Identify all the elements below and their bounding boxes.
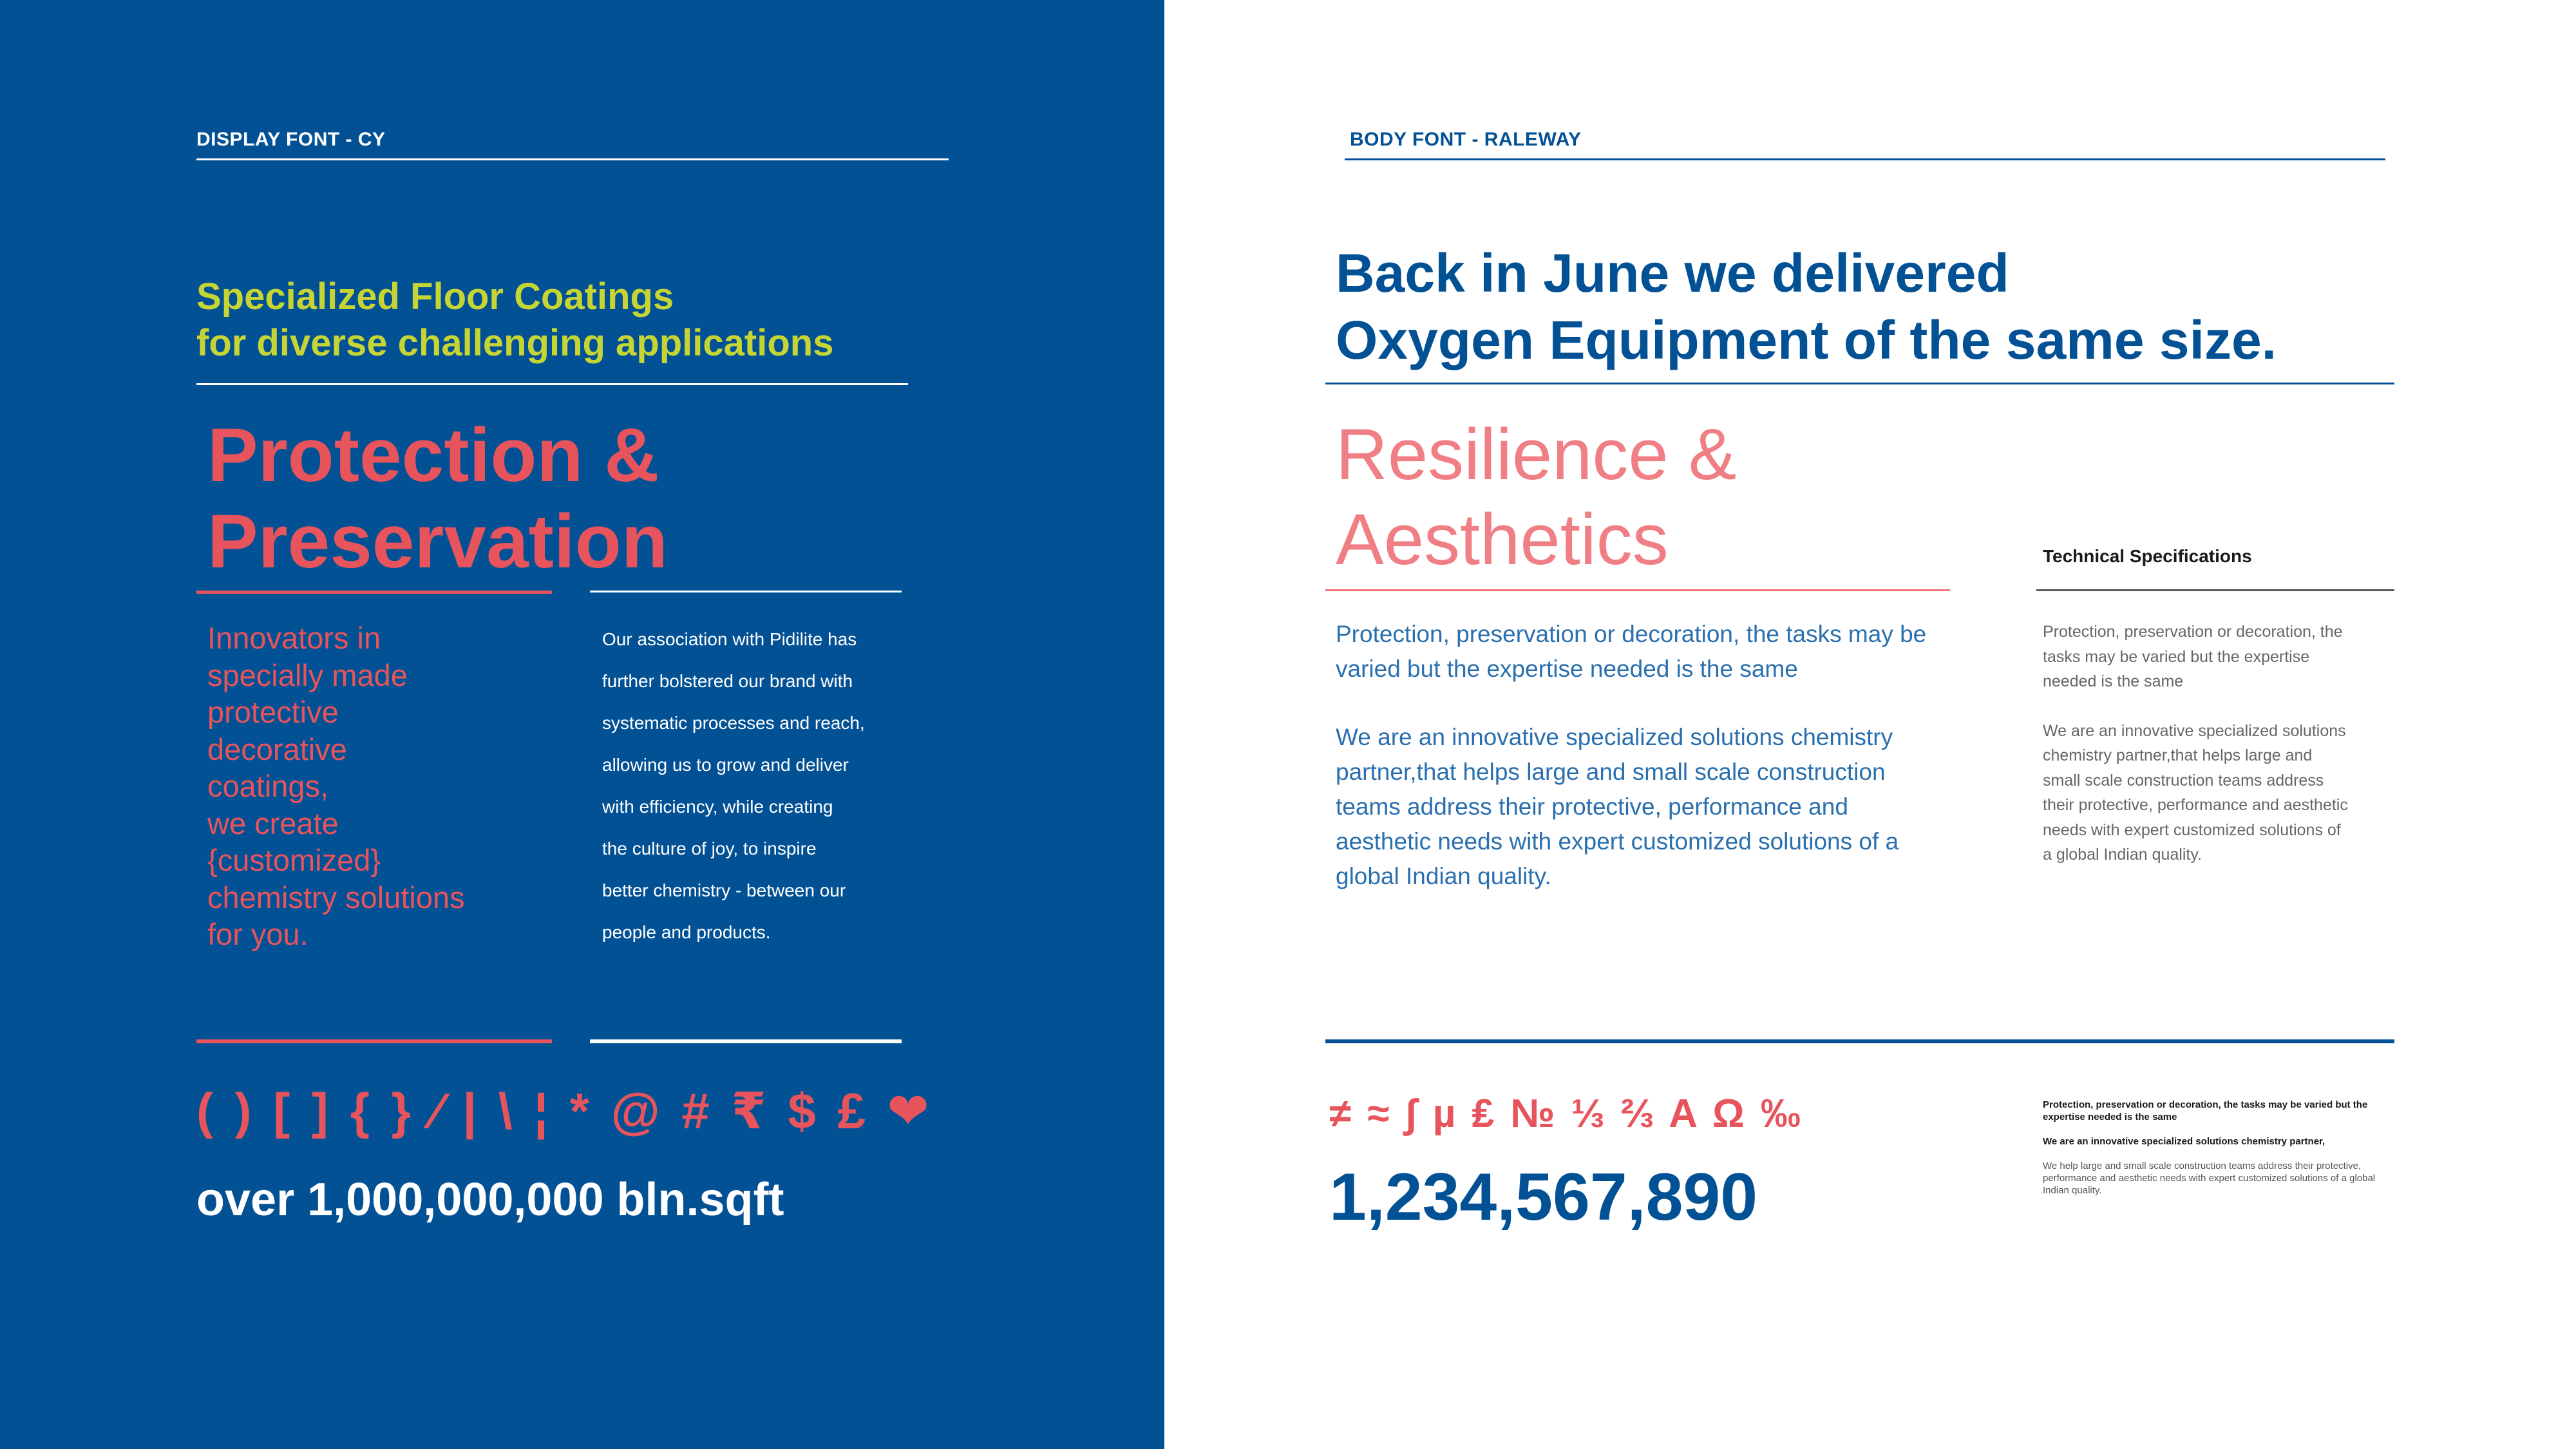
body-line: better chemistry - between our <box>602 880 846 900</box>
fine-print-regular: We help large and small scale construction teams address their protective, performance and aesthetic needs with expert customized solutions of a global Indian quality. <box>2043 1160 2376 1196</box>
display-heading-line: Resilience & <box>1336 414 1737 495</box>
body-paragraph: We are an innovative specialized solutions chemistry partner,that helps large and small scale construction teams address their protective, performance and aesthetic needs with expert customized solutions of a global Indian quality. <box>1336 724 1899 889</box>
subhead-line: Specialized Floor Coatings <box>196 276 674 317</box>
display-body-white <box>602 618 905 953</box>
body-line: specially made <box>207 658 408 692</box>
headline-line: Back in June we delivered <box>1336 243 2009 303</box>
display-body-red <box>207 620 555 953</box>
display-heading-rule-right <box>590 591 902 592</box>
body-line: protective <box>207 695 339 729</box>
display-subhead <box>196 274 931 366</box>
fine-print-bold: We are an innovative specialized solutions chemistry partner, <box>2043 1136 2325 1147</box>
body-line: coatings, <box>207 769 329 803</box>
body-glyph-set: ≠ ≈ ∫ µ ₤ № ⅓ ⅔ A Ω ‰ <box>1329 1092 1803 1136</box>
body-line: the culture of joy, to inspire <box>602 838 817 858</box>
body-font-label-rule <box>1345 158 2385 160</box>
body-line: further bolstered our brand with <box>602 671 853 691</box>
spec-paragraph: We are an innovative specialized solutions chemistry partner,that helps large and small scale construction teams address their protective, performance and aesthetic needs with expert customized solutions of a global Indian quality. <box>2043 721 2348 864</box>
body-line: decorative <box>207 732 347 766</box>
technical-specifications-title: Technical Specifications <box>2043 546 2252 566</box>
technical-specifications-text <box>2043 620 2352 892</box>
subhead-line: for diverse challenging applications <box>196 322 834 364</box>
display-glyph-set: ( ) [ ] { } ⁄ | \ ¦ * @ # ₹ $ £ ❤ <box>196 1083 933 1139</box>
headline-rule <box>1325 383 2394 384</box>
body-bottom-rule-left <box>196 1039 552 1043</box>
body-line: Innovators in <box>207 621 381 655</box>
display-heading-rule-left <box>196 591 552 594</box>
display-heading-line: Protection & <box>207 413 659 498</box>
body-text-blue <box>1336 617 1928 927</box>
body-bottom-rule <box>1325 1039 2394 1043</box>
display-heading <box>207 412 916 585</box>
technical-specifications-rule <box>2036 589 2394 591</box>
body-numerals: 1,234,567,890 <box>1329 1160 1758 1235</box>
body-display-heading <box>1336 412 1915 582</box>
headline-line: Oxygen Equipment of the same size. <box>1336 310 2277 370</box>
display-heading-rule-red <box>1325 589 1950 591</box>
display-font-label-rule <box>196 158 949 160</box>
body-paragraph: Protection, preservation or decoration, the tasks may be varied but the expertise needed is the same <box>1336 621 1927 682</box>
body-line: allowing us to grow and deliver <box>602 755 849 775</box>
display-heading-line: Aesthetics <box>1336 499 1669 580</box>
body-line: for you. <box>207 917 308 951</box>
body-line: {customized} <box>207 843 381 877</box>
spec-paragraph: Protection, preservation or decoration, the tasks may be varied but the expertise needed is the same <box>2043 623 2343 690</box>
fine-print-bold: Protection, preservation or decoration, the tasks may be varied but the expertise needed is the same <box>2043 1099 2368 1122</box>
body-line: systematic processes and reach, <box>602 713 865 733</box>
body-font-label: BODY FONT - RALEWAY <box>1350 129 1582 150</box>
display-stat: over 1,000,000,000 bln.sqft <box>196 1174 784 1226</box>
fine-print <box>2043 1099 2378 1197</box>
body-headline <box>1336 240 2340 374</box>
display-heading-line: Preservation <box>207 499 668 584</box>
body-line: chemistry solutions <box>207 880 465 914</box>
body-line: people and products. <box>602 922 771 942</box>
body-line: Our association with Pidilite has <box>602 629 857 649</box>
body-bottom-rule-right <box>590 1039 902 1043</box>
body-line: we create <box>207 806 339 840</box>
body-line: with efficiency, while creating <box>602 797 833 817</box>
display-font-label: DISPLAY FONT - CY <box>196 129 386 150</box>
subhead-rule <box>196 383 908 385</box>
display-font-panel <box>0 0 1164 1449</box>
